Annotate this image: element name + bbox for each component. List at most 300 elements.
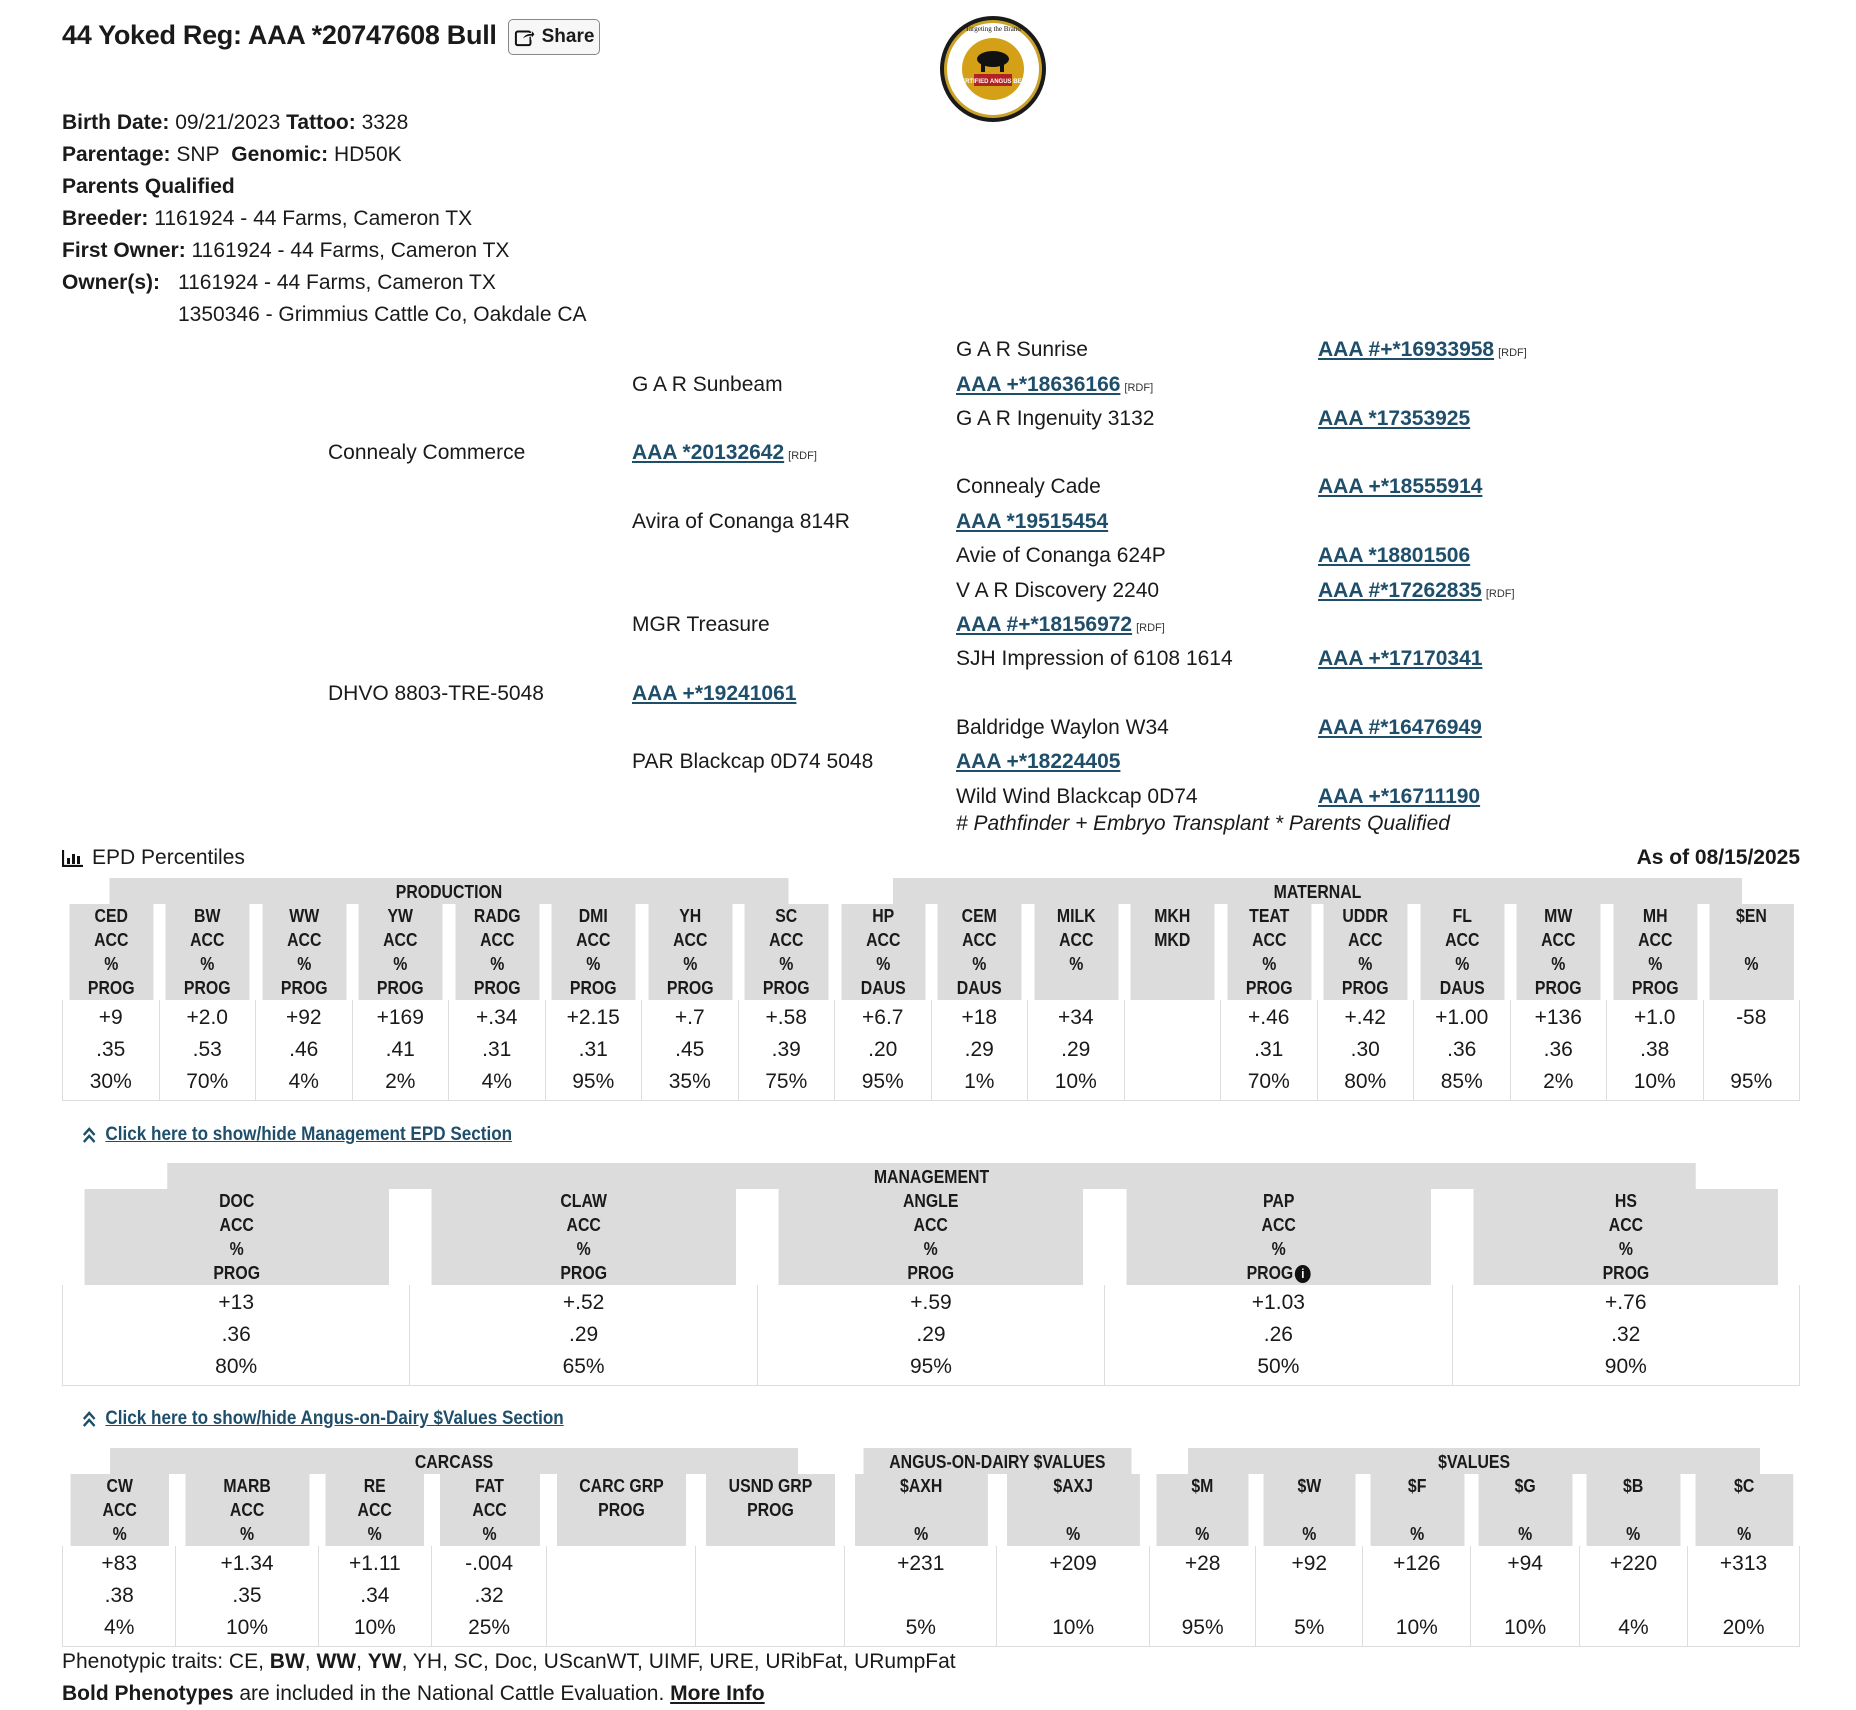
epd-table [62, 878, 1800, 1101]
table-cell: 10% [318, 1612, 431, 1647]
column-header: $AXJ [1006, 1474, 1140, 1498]
column-header [1156, 1498, 1250, 1522]
table-cell: .46 [256, 1034, 353, 1066]
pedigree-great-grandparent-reg-link[interactable]: AAA #*17262835 [1318, 579, 1482, 602]
pedigree-great-grandparent-reg-link-container [1318, 785, 1480, 809]
column-header: RADG [454, 904, 539, 928]
table-cell [696, 1612, 845, 1647]
column-header: $AXH [854, 1474, 988, 1498]
column-header: % [454, 952, 539, 976]
column-header [1130, 952, 1215, 976]
table-cell: 30% [63, 1066, 160, 1101]
column-header: PROG [68, 976, 153, 1000]
column-header: % [1323, 952, 1408, 976]
column-header: % [431, 1237, 737, 1261]
table-cell: +2.15 [545, 1000, 642, 1034]
column-header: ACC [1033, 928, 1118, 952]
pedigree-great-grandparent-reg-link-container [1318, 647, 1482, 671]
column-header [1709, 976, 1794, 1000]
table-cell: 4% [256, 1066, 353, 1101]
more-info-link[interactable]: More Info [670, 1682, 765, 1705]
table-row [63, 1351, 1800, 1386]
pedigree-great-grandparent-name: Avie of Conanga 624P [956, 544, 1166, 567]
pedigree-great-grandparent-name: G A R Sunrise [956, 338, 1088, 361]
owners-label: Owner(s): [62, 271, 161, 294]
column-header [1006, 1498, 1140, 1522]
table-cell: +313 [1688, 1546, 1800, 1580]
column-header [705, 1522, 836, 1546]
column-header [1586, 1498, 1681, 1522]
pedigree-great-grandparent-reg-link-container [1318, 579, 1515, 603]
pedigree-grandparent-reg-link[interactable]: AAA +*18224405 [956, 750, 1121, 773]
column-header: % [1709, 952, 1794, 976]
as-of-date: As of 08/15/2025 [1636, 846, 1800, 869]
column-header: % [1126, 1237, 1432, 1261]
parents-qualified: Parents Qualified [62, 175, 235, 198]
pedigree-great-grandparent-name: Baldridge Waylon W34 [956, 716, 1169, 739]
tattoo-value: 3328 [361, 111, 409, 134]
logo-text: CERTIFIED ANGUS BEEF [956, 79, 1030, 85]
pedigree-sire-reg-link-container [632, 441, 817, 465]
group-header: $VALUES [1188, 1448, 1760, 1474]
breeder-value: 1161924 - 44 Farms, Cameron TX [154, 207, 473, 230]
column-header: PROG [551, 976, 636, 1000]
rdf-tag: [RDF] [788, 450, 817, 462]
column-header: PROG [705, 1498, 836, 1522]
double-chevron-up-icon [82, 1410, 96, 1428]
table-cell: 10% [1607, 1066, 1704, 1101]
column-header: ACC [1612, 928, 1697, 952]
table-cell: +94 [1471, 1546, 1579, 1580]
column-header: DOC [83, 1189, 389, 1213]
management-toggle[interactable]: Click here to show/hide Management EPD Section [82, 1124, 512, 1146]
column-header: ACC [69, 1498, 169, 1522]
column-header: PROG [1516, 976, 1601, 1000]
column-header [1262, 1498, 1356, 1522]
column-header: PROG [83, 1261, 389, 1285]
column-header: ACC [68, 928, 153, 952]
table-row [63, 1612, 1800, 1647]
column-header: % [647, 952, 732, 976]
bold-phenotypes-note: Bold Phenotypes are included in the National Cattle Evaluation. More Info [62, 1682, 765, 1705]
share-icon [514, 27, 536, 47]
column-header: % [1156, 1522, 1250, 1546]
column-header: $EN [1709, 904, 1794, 928]
column-header [1694, 1498, 1792, 1522]
column-header: % [1262, 1522, 1356, 1546]
pedigree-dam-name: DHVO 8803-TRE-5048 [328, 682, 544, 705]
phenotypic-trait: BW [269, 1650, 305, 1673]
table-cell: .36 [1414, 1034, 1511, 1066]
page-title: 44 Yoked Reg: AAA *20747608 Bull [62, 20, 497, 50]
pedigree-grandparent-reg-link[interactable]: AAA +*18636166 [956, 373, 1121, 396]
column-header: PROG [1473, 1261, 1779, 1285]
column-header: % [1419, 952, 1504, 976]
table-cell: .29 [410, 1319, 757, 1351]
double-chevron-up-icon [82, 1126, 96, 1144]
column-header: DMI [551, 904, 636, 928]
column-header: ACC [358, 928, 443, 952]
genomic-label: Genomic: [231, 143, 329, 166]
column-header: % [1033, 952, 1118, 976]
column-header: HS [1473, 1189, 1779, 1213]
pedigree-great-grandparent-reg-link-container [1318, 407, 1470, 431]
column-header: PROG [165, 976, 250, 1000]
table-cell: 4% [63, 1612, 176, 1647]
table-cell: +9 [63, 1000, 160, 1034]
column-header [1033, 976, 1118, 1000]
table-cell: +220 [1579, 1546, 1687, 1580]
column-header: ACC [1323, 928, 1408, 952]
column-header: PROG [1226, 976, 1311, 1000]
pedigree-grandparent-reg-link-container [956, 613, 1165, 637]
birth-date-label: Birth Date: [62, 111, 170, 134]
pedigree-great-grandparent-name: SJH Impression of 6108 1614 [956, 647, 1233, 670]
column-header: % [1473, 1237, 1779, 1261]
column-header: PROG [556, 1498, 687, 1522]
table-cell: 25% [432, 1612, 547, 1647]
table-cell: +2.0 [159, 1000, 256, 1034]
angus-on-dairy-toggle[interactable]: Click here to show/hide Angus-on-Dairy $Values Section [82, 1408, 564, 1430]
pedigree-grandparent-name: Avira of Conanga 814R [632, 510, 850, 533]
pedigree-great-grandparent-reg-link[interactable]: AAA *17353925 [1318, 407, 1471, 430]
phenotypic-trait: URumpFat [854, 1650, 956, 1673]
pedigree-great-grandparent-reg-link[interactable]: AAA +*17170341 [1318, 647, 1483, 670]
table-cell: .30 [1317, 1034, 1414, 1066]
table-cell: 4% [1579, 1612, 1687, 1647]
table-cell: 70% [1221, 1066, 1318, 1101]
pedigree-great-grandparent-name: Wild Wind Blackcap 0D74 [956, 785, 1198, 808]
table-cell [1124, 1034, 1221, 1066]
table-cell: +34 [1028, 1000, 1125, 1034]
column-header: ACC [551, 928, 636, 952]
table-cell: .26 [1105, 1319, 1452, 1351]
column-header: PROG [778, 1261, 1084, 1285]
column-header: % [1612, 952, 1697, 976]
column-header: DAUS [840, 976, 925, 1000]
column-header: PROG [431, 1261, 737, 1285]
table-cell: 70% [159, 1066, 256, 1101]
table-cell: +1.03 [1105, 1285, 1452, 1319]
first-owner-label: First Owner: [62, 239, 186, 262]
pedigree-sire-reg-link[interactable]: AAA *20132642 [632, 441, 785, 464]
share-label: Share [541, 26, 595, 47]
column-header: RE [325, 1474, 425, 1498]
table-cell: +231 [845, 1546, 997, 1580]
column-header: ACC [1419, 928, 1504, 952]
table-cell: +1.00 [1414, 1000, 1511, 1034]
table-cell [1471, 1580, 1579, 1612]
table-cell [547, 1612, 696, 1647]
column-header: ACC [647, 928, 732, 952]
rdf-tag: [RDF] [1136, 622, 1165, 634]
table-cell: .29 [1028, 1034, 1125, 1066]
pedigree-grandparent-name: PAR Blackcap 0D74 5048 [632, 750, 874, 773]
parentage-label: Parentage: [62, 143, 171, 166]
table-cell: +.42 [1317, 1000, 1414, 1034]
pedigree-dam-reg-link-container [632, 682, 796, 706]
table-cell: +.34 [449, 1000, 546, 1034]
table-cell: 10% [1471, 1612, 1579, 1647]
share-button[interactable] [508, 19, 600, 55]
logo-ring-text: Targeting the Brand [965, 25, 1021, 33]
column-header: CLAW [431, 1189, 737, 1213]
carcass-values-table [62, 1448, 1800, 1647]
table-cell: -58 [1703, 1000, 1800, 1034]
epd-section-label: EPD Percentiles [62, 846, 245, 870]
column-header: ACC [261, 928, 346, 952]
column-header: CW [69, 1474, 169, 1498]
phenotypic-trait: Doc [494, 1650, 532, 1673]
table-cell: -.004 [432, 1546, 547, 1580]
phenotypic-trait: URibFat [765, 1650, 843, 1673]
phenotypic-traits-line: Phenotypic traits: CE, BW, WW, YW, YH, SC, Doc, UScanWT, UIMF, URE, URibFat, URumpFat [62, 1650, 956, 1673]
column-header: MARB [184, 1474, 309, 1498]
table-cell: 5% [845, 1612, 997, 1647]
pedigree-great-grandparent-reg-link[interactable]: AAA #*16476949 [1318, 716, 1482, 739]
column-header: ACC [454, 928, 539, 952]
column-header: % [854, 1522, 988, 1546]
parentage-value: SNP [176, 143, 220, 166]
table-cell: 65% [410, 1351, 757, 1386]
column-header: $B [1586, 1474, 1681, 1498]
column-header: ACC [744, 928, 829, 952]
column-header: MKH [1130, 904, 1215, 928]
column-header: PROG [454, 976, 539, 1000]
owner-2: 1350346 - Grimmius Cattle Co, Oakdale CA [178, 303, 587, 326]
column-header: PROG [647, 976, 732, 1000]
phenotypic-trait: YW [367, 1650, 402, 1673]
pedigree-grandparent-name: G A R Sunbeam [632, 373, 783, 396]
column-header: % [1369, 1522, 1464, 1546]
table-cell: +.7 [642, 1000, 739, 1034]
tattoo-label: Tattoo: [286, 111, 356, 134]
table-cell: +1.34 [176, 1546, 318, 1580]
column-header: % [744, 952, 829, 976]
table-cell [1579, 1580, 1687, 1612]
column-header: MKD [1130, 928, 1215, 952]
column-header: % [778, 1237, 1084, 1261]
table-cell: +1.11 [318, 1546, 431, 1580]
pedigree-grandparent-reg-link-container [956, 510, 1108, 534]
column-header: MW [1516, 904, 1601, 928]
column-header: $W [1262, 1474, 1356, 1498]
column-header: SC [744, 904, 829, 928]
column-header: HP [840, 904, 925, 928]
parentage-line [62, 139, 402, 171]
pedigree-grandparent-reg-link-container [956, 373, 1153, 397]
table-cell: 85% [1414, 1066, 1511, 1101]
table-cell: +.59 [757, 1285, 1104, 1319]
table-cell: 10% [1363, 1612, 1471, 1647]
pedigree-great-grandparent-reg-link[interactable]: AAA *18801506 [1318, 544, 1471, 567]
breeder-label: Breeder: [62, 207, 149, 230]
table-cell: .29 [931, 1034, 1028, 1066]
pedigree-great-grandparent-name: V A R Discovery 2240 [956, 579, 1160, 602]
table-cell: +83 [63, 1546, 176, 1580]
column-header: % [83, 1237, 389, 1261]
phenotypic-trait: WW [316, 1650, 357, 1673]
column-header: PROG [1612, 976, 1697, 1000]
table-cell: .45 [642, 1034, 739, 1066]
table-cell [1363, 1580, 1471, 1612]
table-cell: +136 [1510, 1000, 1607, 1034]
pedigree-great-grandparent-reg-link-container [1318, 544, 1470, 568]
column-header: % [1477, 1522, 1572, 1546]
column-header: FAT [438, 1474, 539, 1498]
table-cell: 80% [63, 1351, 410, 1386]
phenotypic-trait: SC [453, 1650, 483, 1673]
phenotypic-trait: URE [709, 1650, 754, 1673]
table-cell: +28 [1149, 1546, 1256, 1580]
table-cell: 10% [997, 1612, 1149, 1647]
table-cell: 35% [642, 1066, 739, 1101]
table-cell: +.58 [738, 1000, 835, 1034]
table-cell: .20 [835, 1034, 932, 1066]
table-cell [1688, 1580, 1800, 1612]
table-cell: .38 [63, 1580, 176, 1612]
table-cell: 10% [176, 1612, 318, 1647]
pedigree-grandparent-reg-link-container [956, 750, 1120, 774]
column-header: $G [1477, 1474, 1572, 1498]
column-header: BW [165, 904, 250, 928]
column-header: % [937, 952, 1022, 976]
table-cell: 95% [757, 1351, 1104, 1386]
table-row [63, 1285, 1800, 1319]
column-header [1477, 1498, 1572, 1522]
column-header: MH [1612, 904, 1697, 928]
table-cell: .32 [432, 1580, 547, 1612]
group-header: MATERNAL [892, 878, 1741, 904]
management-table [62, 1163, 1800, 1386]
table-cell: 20% [1688, 1612, 1800, 1647]
table-cell [696, 1580, 845, 1612]
column-header: PROG [1323, 976, 1408, 1000]
table-cell: .32 [1452, 1319, 1799, 1351]
table-cell: .31 [449, 1034, 546, 1066]
pedigree-great-grandparent-reg-link-container [1318, 475, 1482, 499]
group-header: CARCASS [109, 1448, 797, 1474]
table-cell: +13 [63, 1285, 410, 1319]
column-header: $M [1156, 1474, 1250, 1498]
table-cell: 75% [738, 1066, 835, 1101]
table-cell: +1.0 [1607, 1000, 1704, 1034]
first-owner-value: 1161924 - 44 Farms, Cameron TX [191, 239, 510, 262]
table-cell: .34 [318, 1580, 431, 1612]
table-cell: 1% [931, 1066, 1028, 1101]
table-row [63, 1580, 1800, 1612]
column-header: ACC [778, 1213, 1084, 1237]
certified-angus-beef-logo [938, 14, 1048, 124]
table-cell: 80% [1317, 1066, 1414, 1101]
table-cell [547, 1580, 696, 1612]
pedigree-great-grandparent-reg-link[interactable]: AAA +*16711190 [1318, 785, 1481, 808]
column-header [854, 1498, 988, 1522]
table-row [63, 1000, 1800, 1034]
column-header: USND GRP [705, 1474, 836, 1498]
column-header: CARC GRP [556, 1474, 687, 1498]
pedigree-dam-reg-link[interactable]: AAA +*19241061 [632, 682, 797, 705]
column-header: PROG [744, 976, 829, 1000]
table-cell [1149, 1580, 1256, 1612]
table-cell: +.76 [1452, 1285, 1799, 1319]
first-owner-line [62, 235, 509, 267]
rdf-tag: [RDF] [1124, 382, 1154, 394]
table-cell: 90% [1452, 1351, 1799, 1386]
column-header: ANGLE [778, 1189, 1084, 1213]
column-header [1369, 1498, 1464, 1522]
column-header: % [1226, 952, 1311, 976]
table-cell: 95% [835, 1066, 932, 1101]
table-row [63, 1034, 1800, 1066]
column-header: CED [68, 904, 153, 928]
phenotypic-trait: UScanWT [543, 1650, 638, 1673]
pedigree-great-grandparent-name: Connealy Cade [956, 475, 1101, 498]
table-cell: +.46 [1221, 1000, 1318, 1034]
column-header: ACC [840, 928, 925, 952]
table-cell: 4% [449, 1066, 546, 1101]
column-header: DAUS [937, 976, 1022, 1000]
column-header: % [69, 1522, 169, 1546]
pedigree-great-grandparent-reg-link[interactable]: AAA +*18555914 [1318, 475, 1483, 498]
table-cell: 10% [1028, 1066, 1125, 1101]
rdf-tag: [RDF] [1498, 347, 1527, 359]
column-header: ACC [325, 1498, 425, 1522]
table-cell: +92 [256, 1000, 353, 1034]
pedigree-great-grandparent-reg-link-container [1318, 338, 1527, 362]
table-cell: .36 [1510, 1034, 1607, 1066]
column-header: % [1586, 1522, 1681, 1546]
breeder-line [62, 203, 472, 235]
table-cell: 95% [1149, 1612, 1256, 1647]
column-header: % [1516, 952, 1601, 976]
column-header [1130, 976, 1215, 1000]
table-cell: 2% [1510, 1066, 1607, 1101]
pedigree-grandparent-reg-link[interactable]: AAA *19515454 [956, 510, 1109, 533]
phenotypic-trait: YH [412, 1650, 443, 1673]
column-header: PROG i [1126, 1261, 1432, 1285]
column-header: YW [358, 904, 443, 928]
column-header [1709, 928, 1794, 952]
column-header: TEAT [1226, 904, 1311, 928]
table-cell [845, 1580, 997, 1612]
column-header: % [358, 952, 443, 976]
column-header: ACC [431, 1213, 737, 1237]
info-icon[interactable]: i [1295, 1265, 1311, 1283]
column-header: % [68, 952, 153, 976]
table-cell [1703, 1034, 1800, 1066]
table-cell [1124, 1000, 1221, 1034]
table-cell [696, 1546, 845, 1580]
table-cell [997, 1580, 1149, 1612]
table-cell: .38 [1607, 1034, 1704, 1066]
pedigree-grandparent-reg-link[interactable]: AAA #+*18156972 [956, 613, 1133, 636]
table-cell: +169 [352, 1000, 449, 1034]
column-header: PROG [358, 976, 443, 1000]
column-header: % [184, 1522, 309, 1546]
pedigree-great-grandparent-reg-link-container [1318, 716, 1482, 740]
table-row [63, 1319, 1800, 1351]
pedigree-great-grandparent-name: G A R Ingenuity 3132 [956, 407, 1155, 430]
phenotypic-trait: CE [228, 1650, 259, 1673]
column-header: $C [1694, 1474, 1792, 1498]
column-header: WW [261, 904, 346, 928]
column-header: YH [647, 904, 732, 928]
table-cell [1256, 1580, 1363, 1612]
pedigree-great-grandparent-reg-link[interactable]: AAA #+*16933958 [1318, 338, 1495, 361]
column-header: ACC [184, 1498, 309, 1522]
column-header: ACC [1473, 1213, 1779, 1237]
